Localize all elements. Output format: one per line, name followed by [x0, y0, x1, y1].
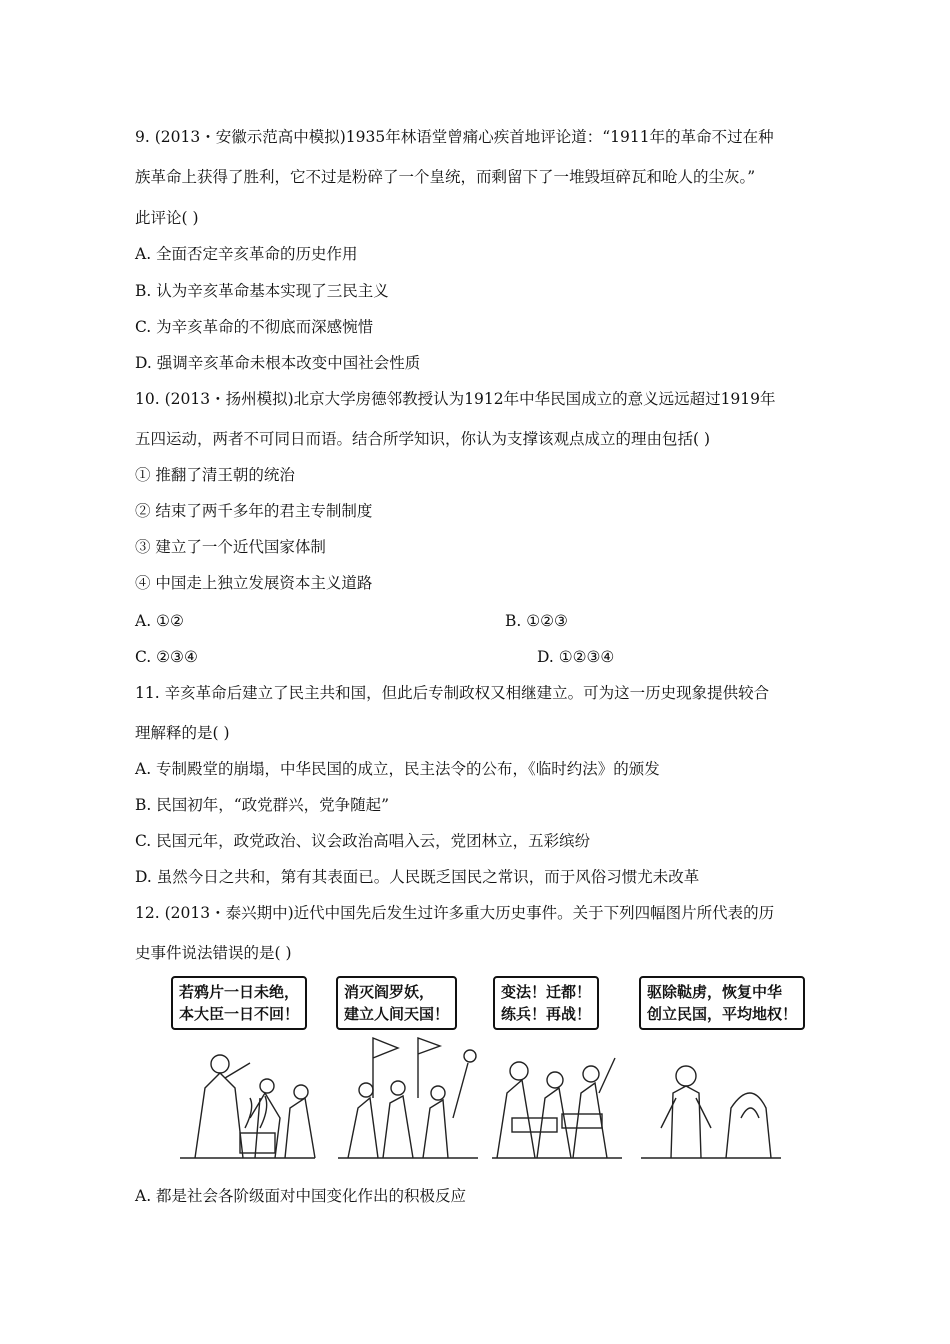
historical-cartoons-figure	[165, 968, 798, 1168]
q10-stem-line-2: 五四运动，两者不可同日而语。结合所学知识，你认为支撑该观点成立的理由包括( )	[135, 430, 711, 448]
cartoon-speech-bubble-1: 若鸦片一日未绝， 本大臣一日不回！	[171, 976, 307, 1030]
q11-option-a: A. 专制殿堂的崩塌，中华民国的成立，民主法令的公布，《临时约法》的颁发	[135, 760, 660, 778]
q10-statement-1: ① 推翻了清王朝的统治	[135, 466, 295, 484]
cartoon-panel-reform	[487, 968, 627, 1164]
q10-option-b: B. ①②③	[505, 612, 568, 630]
q10-statement-2: ② 结束了两千多年的君主专制制度	[135, 502, 373, 520]
q10-statement-3: ③ 建立了一个近代国家体制	[135, 538, 326, 556]
q9-stem-line-3: 此评论( )	[135, 209, 199, 227]
q11-stem-line-1: 11. 辛亥革命后建立了民主共和国，但此后专制政权又相继建立。可为这一历史现象提供较合	[135, 684, 770, 702]
q10-option-a: A. ①②	[135, 612, 184, 630]
cartoon-panel-revolution	[631, 968, 798, 1164]
q12-option-a: A. 都是社会各阶级面对中国变化作出的积极反应	[135, 1187, 467, 1205]
cartoon-speech-bubble-4: 驱除鞑虏，恢复中华 创立民国，平均地权！	[639, 976, 805, 1030]
q12-stem-line-2: 史事件说法错误的是( )	[135, 944, 292, 962]
q10-option-c: C. ②③④	[135, 648, 198, 666]
q9-stem-line-2: 族革命上获得了胜利，它不过是粉碎了一个皇统，而剩留下了一堆毁垣碎瓦和呛人的尘灰。”	[135, 168, 756, 186]
q12-stem-line-1: 12. (2013・泰兴期中)近代中国先后发生过许多重大历史事件。关于下列四幅图片所代表的历	[135, 904, 775, 922]
q10-statement-4: ④ 中国走上独立发展资本主义道路	[135, 574, 373, 592]
q11-option-c: C. 民国元年，政党政治、议会政治高唱入云，党团林立，五彩缤纷	[135, 832, 591, 850]
q9-option-d: D. 强调辛亥革命未根本改变中国社会性质	[135, 354, 421, 372]
q9-option-b: B. 认为辛亥革命基本实现了三民主义	[135, 282, 389, 300]
q10-option-d: D. ①②③④	[537, 648, 615, 666]
q10-stem-line-1: 10. (2013・扬州模拟)北京大学房德邻教授认为1912年中华民国成立的意义远远超过1919年	[135, 390, 776, 408]
cartoon-panel-taiping	[328, 968, 483, 1164]
q9-option-a: A. 全面否定辛亥革命的历史作用	[135, 245, 358, 263]
q11-option-d: D. 虽然今日之共和，第有其表面已。人民既乏国民之常识，而于风俗习惯尤未改革	[135, 868, 700, 886]
cartoon-speech-bubble-2: 消灭阎罗妖， 建立人间天国！	[336, 976, 457, 1030]
q9-stem-line-1: 9. (2013・安徽示范高中模拟)1935年林语堂曾痛心疾首地评论道：“1911年的革命不过在种	[135, 128, 774, 146]
q11-stem-line-2: 理解释的是( )	[135, 724, 230, 742]
q9-option-c: C. 为辛亥革命的不彻底而深感惋惜	[135, 318, 374, 336]
cartoon-panel-opium	[165, 968, 325, 1164]
q11-option-b: B. 民国初年，“政党群兴，党争随起”	[135, 796, 390, 814]
cartoon-speech-bubble-3: 变法！迁都！ 练兵！再战！	[493, 976, 599, 1030]
